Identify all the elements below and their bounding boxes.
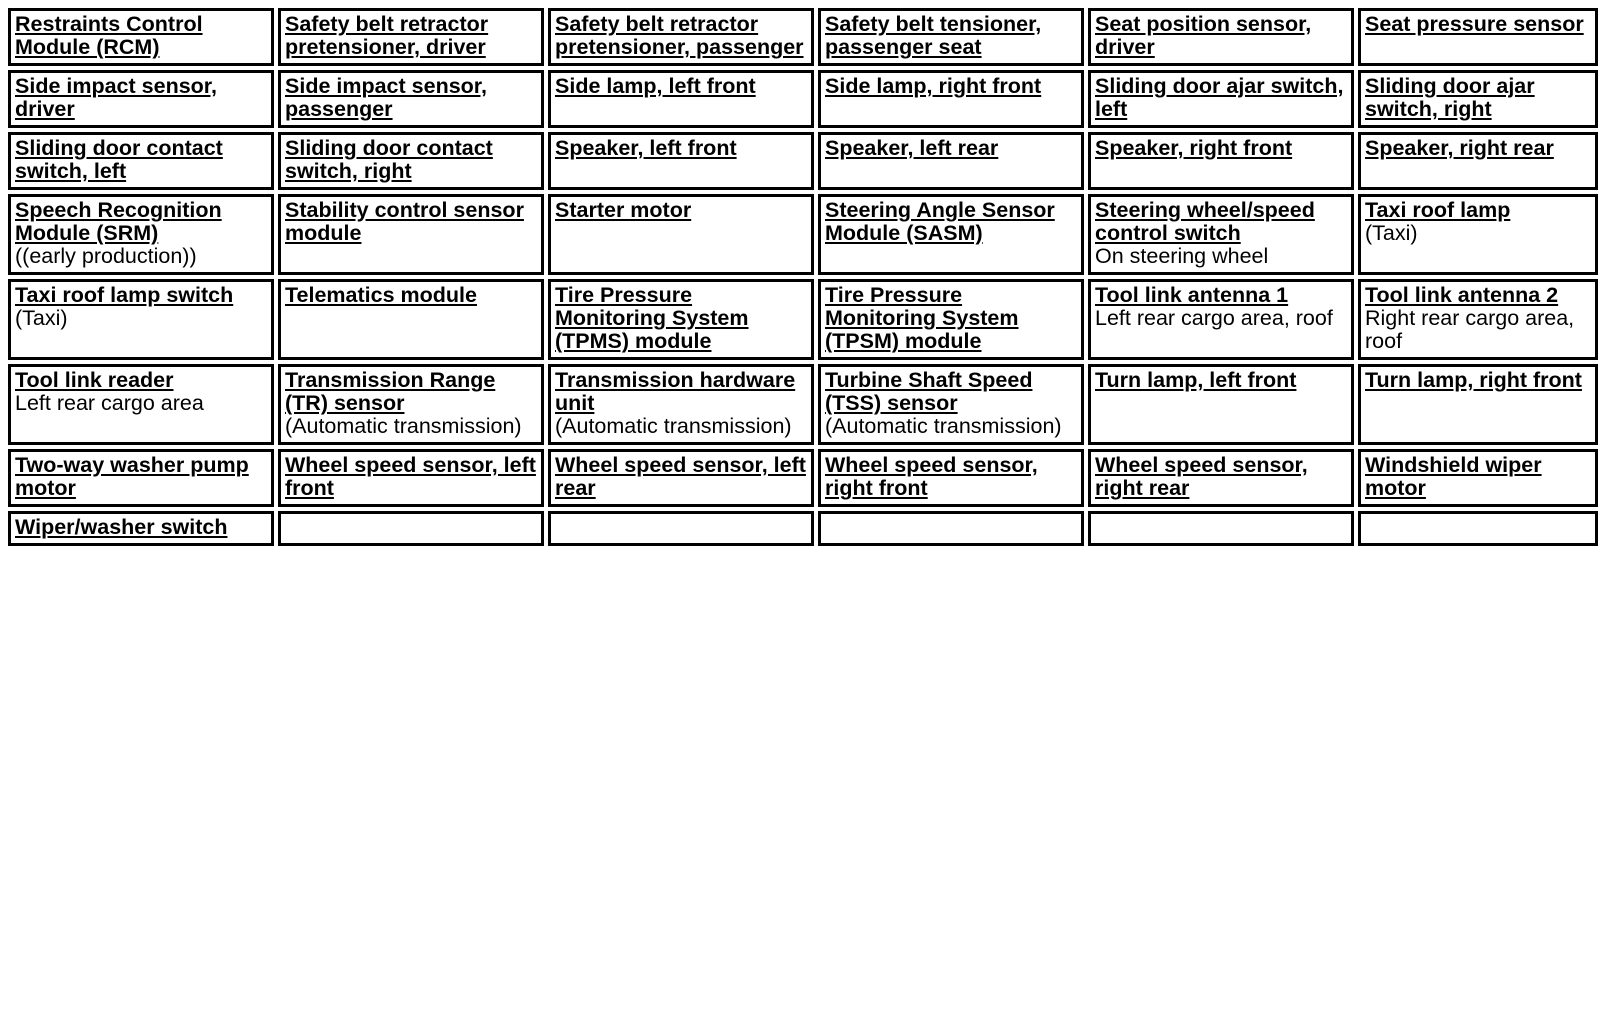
- table-cell: [1088, 8, 1354, 66]
- component-name: Speaker, left rear: [825, 136, 999, 160]
- table-cell: [278, 194, 544, 275]
- component-name: Tire Pressure Monitoring System (TPSM) module: [825, 283, 1019, 353]
- component-note: ((early production)): [15, 244, 197, 268]
- table-cell: [548, 70, 814, 128]
- table-cell: [278, 449, 544, 507]
- table-cell: [1358, 132, 1598, 190]
- component-note: Left rear cargo area, roof: [1095, 306, 1333, 330]
- component-name: Wheel speed sensor, left rear: [555, 453, 806, 500]
- table-cell: [1358, 8, 1598, 66]
- table-cell: [8, 364, 274, 445]
- component-name: Sliding door contact switch, right: [285, 136, 493, 183]
- table-cell: [8, 511, 274, 546]
- table-cell: [818, 132, 1084, 190]
- table-cell: [818, 449, 1084, 507]
- table-cell: [8, 279, 274, 360]
- table-cell: [278, 511, 544, 546]
- table-cell: [548, 511, 814, 546]
- table-cell: [278, 364, 544, 445]
- component-name: Tool link antenna 1: [1095, 283, 1289, 307]
- table-cell: [8, 70, 274, 128]
- component-name: Side impact sensor, driver: [15, 74, 217, 121]
- component-name: Wheel speed sensor, right front: [825, 453, 1038, 500]
- component-name: Transmission hardware unit: [555, 368, 796, 415]
- component-name: Two-way washer pump motor: [15, 453, 249, 500]
- table-cell: [548, 8, 814, 66]
- component-name: Seat position sensor, driver: [1095, 12, 1312, 59]
- component-name: Safety belt retractor pretensioner, passenger: [555, 12, 804, 59]
- table-cell: [8, 194, 274, 275]
- table-cell: [548, 364, 814, 445]
- table-cell: [818, 70, 1084, 128]
- component-name: Steering wheel/speed control switch: [1095, 198, 1315, 245]
- table-row: [8, 279, 1598, 360]
- component-name: Speaker, right rear: [1365, 136, 1554, 160]
- table-cell: [8, 8, 274, 66]
- table-row: [8, 364, 1598, 445]
- component-name: Taxi roof lamp switch: [15, 283, 234, 307]
- table-row: [8, 8, 1598, 66]
- component-name: Side impact sensor, passenger: [285, 74, 487, 121]
- table-cell: [278, 132, 544, 190]
- component-name: Turn lamp, left front: [1095, 368, 1297, 392]
- component-name: Turn lamp, right front: [1365, 368, 1582, 392]
- table-row: [8, 449, 1598, 507]
- table-row: [8, 511, 1598, 546]
- table-cell: [1088, 194, 1354, 275]
- component-name: Telematics module: [285, 283, 477, 307]
- component-list-table: [4, 4, 1600, 550]
- table-cell: [8, 132, 274, 190]
- table-cell: [548, 194, 814, 275]
- component-name: Transmission Range (TR) sensor: [285, 368, 496, 415]
- table-cell: [548, 132, 814, 190]
- table-row: [8, 70, 1598, 128]
- table-cell: [1088, 279, 1354, 360]
- component-note: (Automatic transmission): [555, 414, 792, 438]
- table-cell: [1358, 70, 1598, 128]
- component-name: Speaker, left front: [555, 136, 737, 160]
- table-cell: [1088, 132, 1354, 190]
- component-name: Windshield wiper motor: [1365, 453, 1542, 500]
- table-cell: [548, 449, 814, 507]
- table-cell: [818, 279, 1084, 360]
- component-name: Taxi roof lamp: [1365, 198, 1511, 222]
- component-note: (Taxi): [15, 306, 68, 330]
- component-name: Side lamp, left front: [555, 74, 756, 98]
- table-cell: [1088, 511, 1354, 546]
- component-note: (Automatic transmission): [285, 414, 522, 438]
- component-name: Speaker, right front: [1095, 136, 1293, 160]
- component-name: Starter motor: [555, 198, 692, 222]
- component-name: Wiper/washer switch: [15, 515, 228, 539]
- component-note: On steering wheel: [1095, 244, 1269, 268]
- table-cell: [1088, 364, 1354, 445]
- table-cell: [278, 279, 544, 360]
- table-cell: [818, 364, 1084, 445]
- table-cell: [1358, 194, 1598, 275]
- component-note: Right rear cargo area, roof: [1365, 306, 1575, 353]
- component-name: Sliding door ajar switch, left: [1095, 74, 1344, 121]
- component-name: Wheel speed sensor, left front: [285, 453, 536, 500]
- table-cell: [1088, 70, 1354, 128]
- component-name: Tool link antenna 2: [1365, 283, 1559, 307]
- table-cell: [278, 8, 544, 66]
- table-cell: [278, 70, 544, 128]
- component-name: Restraints Control Module (RCM): [15, 12, 203, 59]
- component-name: Safety belt retractor pretensioner, driver: [285, 12, 489, 59]
- table-cell: [818, 194, 1084, 275]
- component-note: Left rear cargo area: [15, 391, 204, 415]
- component-name: Turbine Shaft Speed (TSS) sensor: [825, 368, 1033, 415]
- component-name: Tool link reader: [15, 368, 174, 392]
- component-note: (Automatic transmission): [825, 414, 1062, 438]
- component-note: (Taxi): [1365, 221, 1418, 245]
- table-cell: [818, 511, 1084, 546]
- table-cell: [1088, 449, 1354, 507]
- component-name: Tire Pressure Monitoring System (TPMS) module: [555, 283, 749, 353]
- table-cell: [818, 8, 1084, 66]
- table-row: [8, 132, 1598, 190]
- component-name: Sliding door contact switch, left: [15, 136, 223, 183]
- table-cell: [548, 279, 814, 360]
- component-name: Steering Angle Sensor Module (SASM): [825, 198, 1055, 245]
- table-cell: [1358, 364, 1598, 445]
- component-name: Side lamp, right front: [825, 74, 1042, 98]
- table-cell: [1358, 449, 1598, 507]
- table-cell: [8, 449, 274, 507]
- table-cell: [1358, 279, 1598, 360]
- component-name: Safety belt tensioner, passenger seat: [825, 12, 1042, 59]
- component-name: Stability control sensor module: [285, 198, 524, 245]
- table-row: [8, 194, 1598, 275]
- component-name: Speech Recognition Module (SRM): [15, 198, 222, 245]
- component-name: Seat pressure sensor: [1365, 12, 1584, 36]
- component-name: Wheel speed sensor, right rear: [1095, 453, 1308, 500]
- component-name: Sliding door ajar switch, right: [1365, 74, 1535, 121]
- table-cell: [1358, 511, 1598, 546]
